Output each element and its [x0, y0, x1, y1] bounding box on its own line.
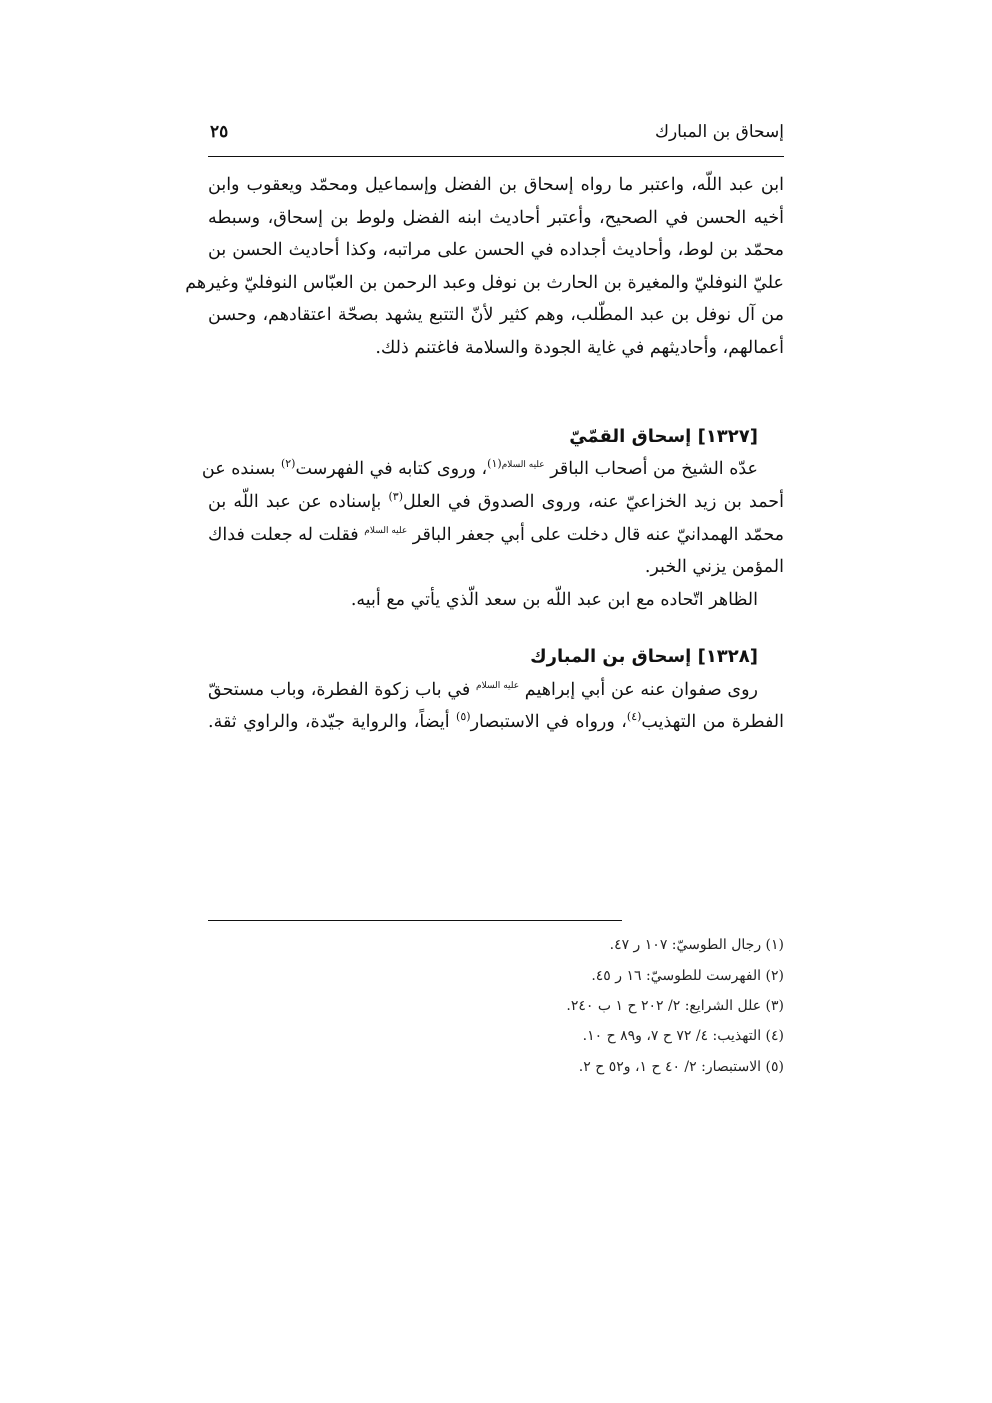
text-line	[208, 300, 784, 330]
text-run: الظاهر اتّحاده مع ابن عبد اللّه بن سعد الّذي يأتي مع أبيه.	[350, 590, 758, 610]
text-line	[208, 170, 784, 200]
text-line	[208, 552, 784, 582]
text-line	[208, 585, 784, 615]
footnote: (٥) الاستبصار: ٢/ ٤٠ ح ١، و٥٢ ح ٢.	[578, 1059, 784, 1075]
text-run: فقلت له جعلت فداك	[208, 525, 365, 545]
text-run: ابن عبد اللّه، واعتبر ما رواه إسحاق بن الفضل وإسماعيل ومحمّد ويعقوب وابن	[208, 175, 784, 195]
running-title: إسحاق بن المبارك	[654, 122, 784, 142]
text-run: في باب زكوة الفطرة، وباب مستحقّ	[208, 680, 476, 700]
entry-heading-1327: [١٣٢٧] إسحاق القمّيّ	[569, 426, 758, 447]
text-line	[185, 268, 784, 298]
text-run: بإسناده عن عبد اللّه بن	[208, 492, 389, 512]
text-run: بسنده عن	[201, 459, 281, 479]
text-line	[208, 675, 784, 705]
footnote: (٢) الفهرست للطوسيّ: ١٦ ر ٤٥.	[591, 968, 784, 984]
footnote-marker: (١)	[487, 457, 502, 471]
text-run: عليّ النوفليّ والمغيرة بن الحارث بن نوفل وعبد الرحمن بن العبّاس النوفليّ وغيرهم	[185, 273, 784, 293]
page-number: ٢٥	[210, 122, 229, 142]
text-run: الفطرة من التهذيب	[641, 712, 784, 732]
text-line	[208, 333, 784, 363]
text-line	[208, 203, 784, 233]
text-run: ، وروى كتابه في الفهرست	[295, 459, 488, 479]
footnote-rule	[208, 920, 622, 921]
footnote-marker: (٥)	[456, 710, 471, 724]
header-rule	[208, 156, 784, 157]
footnote: (١) رجال الطوسيّ: ١٠٧ ر ٤٧.	[609, 937, 784, 953]
footnote: (٤) التهذيب: ٤/ ٧٢ ح ٧، و٨٩ ح ١٠.	[582, 1028, 784, 1044]
text-run: أيضاً، والرواية جيّدة، والراوي ثقة.	[208, 712, 457, 732]
footnote-marker: (٢)	[280, 457, 296, 471]
text-run: محمّد الهمدانيّ عنه قال دخلت على أبي جعفر الباقر	[407, 525, 784, 545]
honorific-glyph: عليه السلام	[501, 460, 545, 471]
text-line	[208, 487, 784, 517]
text-run: أحمد بن زيد الخزاعيّ عنه، وروى الصدوق في العلل	[402, 492, 784, 512]
honorific-glyph: عليه السلام	[364, 526, 408, 537]
footnote-marker: (٣)	[388, 490, 403, 504]
text-line	[208, 235, 784, 265]
text-line	[208, 520, 784, 550]
text-run: محمّد بن لوط، وأحاديث أجداده في الحسن على مراتبه، وكذا أحاديث الحسن بن	[208, 240, 784, 260]
text-run: من آل نوفل بن عبد المطّلب، وهم كثير لأنّ التتبع يشهد بصحّة اعتقادهم، وحسن	[208, 305, 784, 325]
text-run: روى صفوان عنه عن أبي إبراهيم	[519, 680, 758, 700]
running-header	[208, 122, 784, 150]
text-line	[208, 707, 784, 737]
footnote-marker: (٤)	[626, 710, 642, 724]
text-run: أخيه الحسن في الصحيح، وأعتبر أحاديث ابنه الفضل ولوط بن إسحاق، وسبطه	[208, 208, 784, 228]
text-run: أعمالهم، وأحاديثهم في غاية الجودة والسلامة فاغتنم ذلك.	[375, 338, 784, 358]
text-run: المؤمن يزني الخبر.	[644, 557, 784, 577]
honorific-glyph: عليه السلام	[476, 681, 520, 692]
text-run: عدّه الشيخ من أصحاب الباقر	[544, 459, 758, 479]
text-line	[201, 454, 784, 484]
entry-heading-1328: [١٣٢٨] إسحاق بن المبارك	[530, 646, 758, 667]
text-run: ، ورواه في الاستبصار	[470, 712, 627, 732]
footnote: (٣) علل الشرايع: ٢/ ٢٠٢ ح ١ ب ٢٤٠.	[566, 998, 784, 1014]
